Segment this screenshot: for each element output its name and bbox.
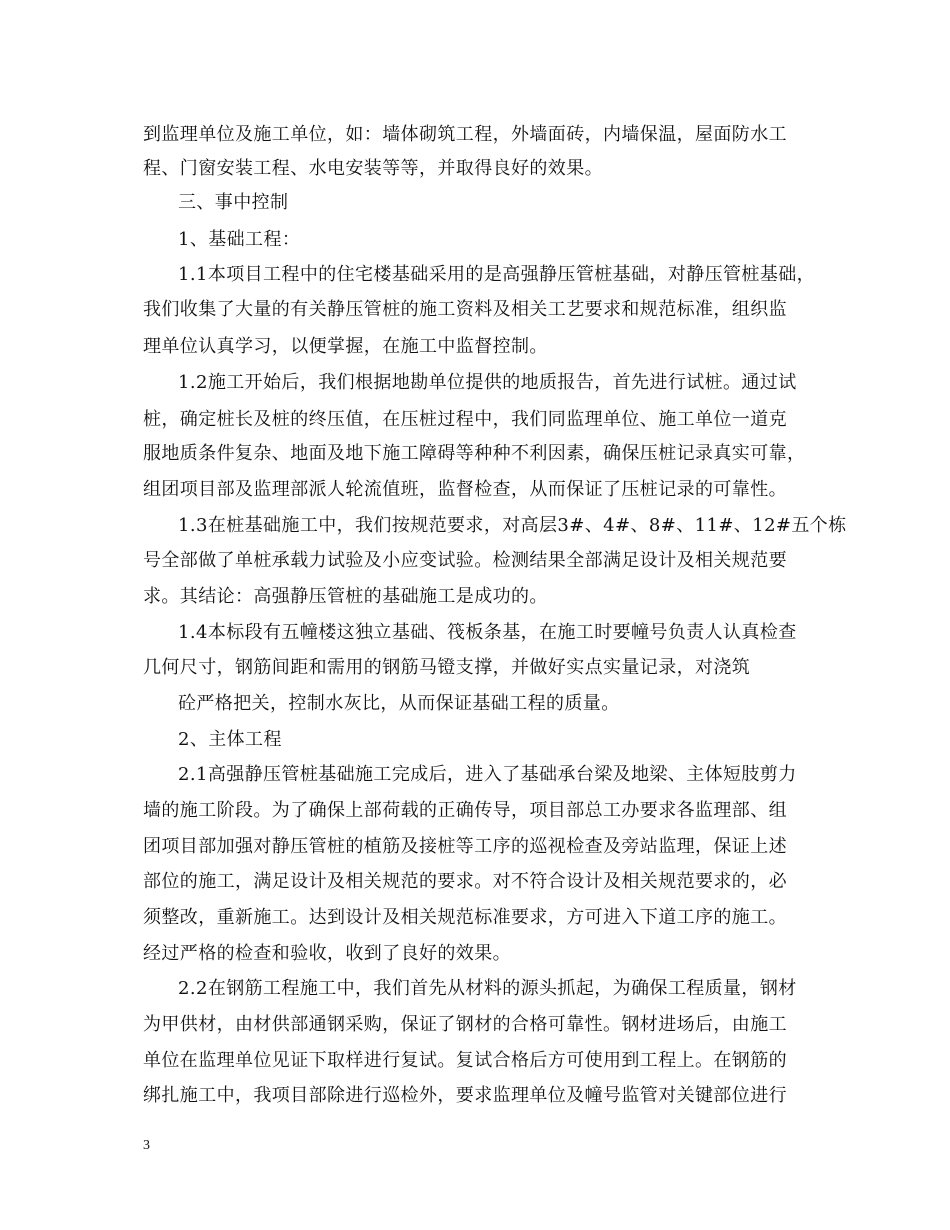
text-line: 须整改，重新施工。达到设计及相关规范标准要求，方可进入下道工序的施工。 <box>143 907 787 928</box>
text-line: 1.2施工开始后，我们根据地勘单位提供的地质报告，首先进行试桩。通过试 <box>178 372 797 393</box>
text-line: 经过严格的检查和验收，收到了良好的效果。 <box>143 943 511 964</box>
subsection-heading: 2、主体工程 <box>178 729 282 750</box>
text-line: 我们收集了大量的有关静压管桩的施工资料及相关工艺要求和规范标准，组织监 <box>143 299 787 320</box>
text-line: 求。其结论：高强静压管桩的基础施工是成功的。 <box>143 586 548 607</box>
text-line: 团项目部加强对静压管桩的植筋及接桩等工序的巡视检查及旁站监理，保证上述 <box>143 836 787 857</box>
section-heading: 三、事中控制 <box>178 192 289 213</box>
text-line: 2.1高强静压管桩基础施工完成后，进入了基础承台梁及地梁、主体短肢剪力 <box>178 764 797 785</box>
text-line: 理单位认真学习，以便掌握，在施工中监督控制。 <box>143 336 548 357</box>
page-number: 3 <box>143 1138 150 1153</box>
text-line: 1.1本项目工程中的住宅楼基础采用的是高强静压管桩基础，对静压管桩基础， <box>178 264 816 285</box>
text-line: 几何尺寸，钢筋间距和需用的钢筋马镫支撑，并做好实点实量记录，对浇筑 <box>143 657 751 678</box>
text-line: 1.4本标段有五幢楼这独立基础、筏板条基，在施工时要幢号负责人认真检查 <box>178 622 797 643</box>
text-line: 砼严格把关，控制水灰比，从而保证基础工程的质量。 <box>178 693 620 714</box>
text-line: 1.3在桩基础施工中，我们按规范要求，对高层3#、4#、8#、11#、12#五个栋 <box>178 515 847 536</box>
text-line: 号全部做了单桩承载力试验及小应变试验。检测结果全部满足设计及相关规范要 <box>143 550 787 571</box>
text-line: 组团项目部及监理部派人轮流值班，监督检查，从而保证了压桩记录的可靠性。 <box>143 479 787 500</box>
text-line: 服地质条件复杂、地面及地下施工障碍等种种不利因素，确保压桩记录真实可靠， <box>143 443 806 464</box>
text-line: 绑扎施工中，我项目部除进行巡检外，要求监理单位及幢号监管对关键部位进行 <box>143 1085 787 1106</box>
text-line: 为甲供材，由材供部通钢采购，保证了钢材的合格可靠性。钢材进场后，由施工 <box>143 1014 787 1035</box>
text-line: 2.2在钢筋工程施工中，我们首先从材料的源头抓起，为确保工程质量，钢材 <box>178 978 797 999</box>
text-line: 到监理单位及施工单位，如：墙体砌筑工程，外墙面砖，内墙保温，屋面防水工 <box>143 124 787 145</box>
text-line: 部位的施工，满足设计及相关规范的要求。对不符合设计及相关规范要求的，必 <box>143 871 787 892</box>
text-line: 程、门窗安装工程、水电安装等等，并取得良好的效果。 <box>143 158 603 179</box>
text-line: 单位在监理单位见证下取样进行复试。复试合格后方可使用到工程上。在钢筋的 <box>143 1050 787 1071</box>
text-line: 墙的施工阶段。为了确保上部荷载的正确传导，项目部总工办要求各监理部、组 <box>143 800 787 821</box>
text-line: 桩，确定桩长及桩的终压值，在压桩过程中，我们同监理单位、施工单位一道克 <box>143 409 787 430</box>
subsection-heading: 1、基础工程： <box>178 229 301 250</box>
